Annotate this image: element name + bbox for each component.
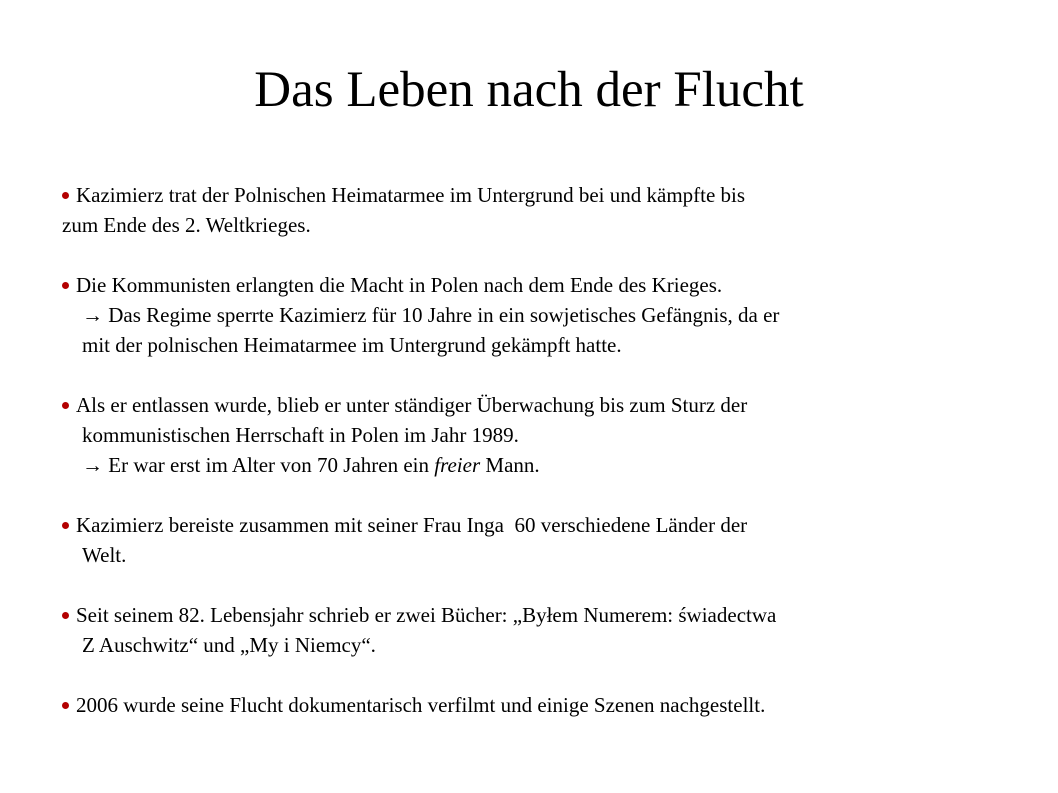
bullet-list (62, 180, 1052, 750)
list-item-text: mit der polnischen Heimatarmee im Untergrund gekämpft hatte. (82, 333, 622, 357)
list-item (62, 690, 1052, 720)
list-item (62, 600, 1052, 660)
bullet-icon (62, 192, 69, 199)
list-item-line (62, 420, 1052, 450)
list-item-text: 2006 wurde seine Flucht dokumentarisch verfilmt und einige Szenen nachgestellt. (76, 693, 766, 717)
bullet-icon (62, 282, 69, 289)
list-item (62, 390, 1052, 480)
list-item-text: zum Ende des 2. Weltkrieges. (62, 213, 311, 237)
bullet-icon (62, 522, 69, 529)
list-item-text: kommunistischen Herrschaft in Polen im Jahr 1989. (82, 423, 519, 447)
list-item-text: Mann. (480, 453, 540, 477)
list-item-line (62, 180, 1052, 210)
list-item-text: Die Kommunisten erlangten die Macht in Polen nach dem Ende des Krieges. (76, 273, 723, 297)
list-item-line (62, 630, 1052, 660)
list-item-line (62, 300, 1052, 330)
list-item-line (62, 510, 1052, 540)
list-item-line (62, 210, 1052, 240)
list-item (62, 510, 1052, 570)
list-item (62, 270, 1052, 360)
list-item-text: Kazimierz trat der Polnischen Heimatarmee im Untergrund bei und kämpfte bis (76, 183, 746, 207)
list-item-text: Seit seinem 82. Lebensjahr schrieb er zwei Bücher: „Byłem Numerem: świadectwa (76, 603, 777, 627)
list-item-line (62, 690, 1052, 720)
bullet-icon (62, 612, 69, 619)
emphasized-word: freier (434, 453, 481, 477)
list-item-line (62, 270, 1052, 300)
list-item-line (62, 390, 1052, 420)
bullet-icon (62, 702, 69, 709)
list-item-line (62, 330, 1052, 360)
list-item (62, 180, 1052, 240)
list-item-text: Z Auschwitz“ und „My i Niemcy“. (82, 633, 376, 657)
list-item-text: → Das Regime sperrte Kazimierz für 10 Jahre in ein sowjetisches Gefängnis, da er (82, 303, 780, 327)
bullet-icon (62, 402, 69, 409)
list-item-line (62, 540, 1052, 570)
list-item-line (62, 600, 1052, 630)
list-item-text: Welt. (82, 543, 127, 567)
list-item-line (62, 450, 1052, 480)
list-item-text: Als er entlassen wurde, blieb er unter ständiger Überwachung bis zum Sturz der (76, 393, 748, 417)
slide-title: Das Leben nach der Flucht (254, 62, 804, 118)
list-item-text: → Er war erst im Alter von 70 Jahren ein (82, 453, 435, 477)
list-item-text: Kazimierz bereiste zusammen mit seiner Frau Inga 60 verschiedene Länder der (76, 513, 748, 537)
